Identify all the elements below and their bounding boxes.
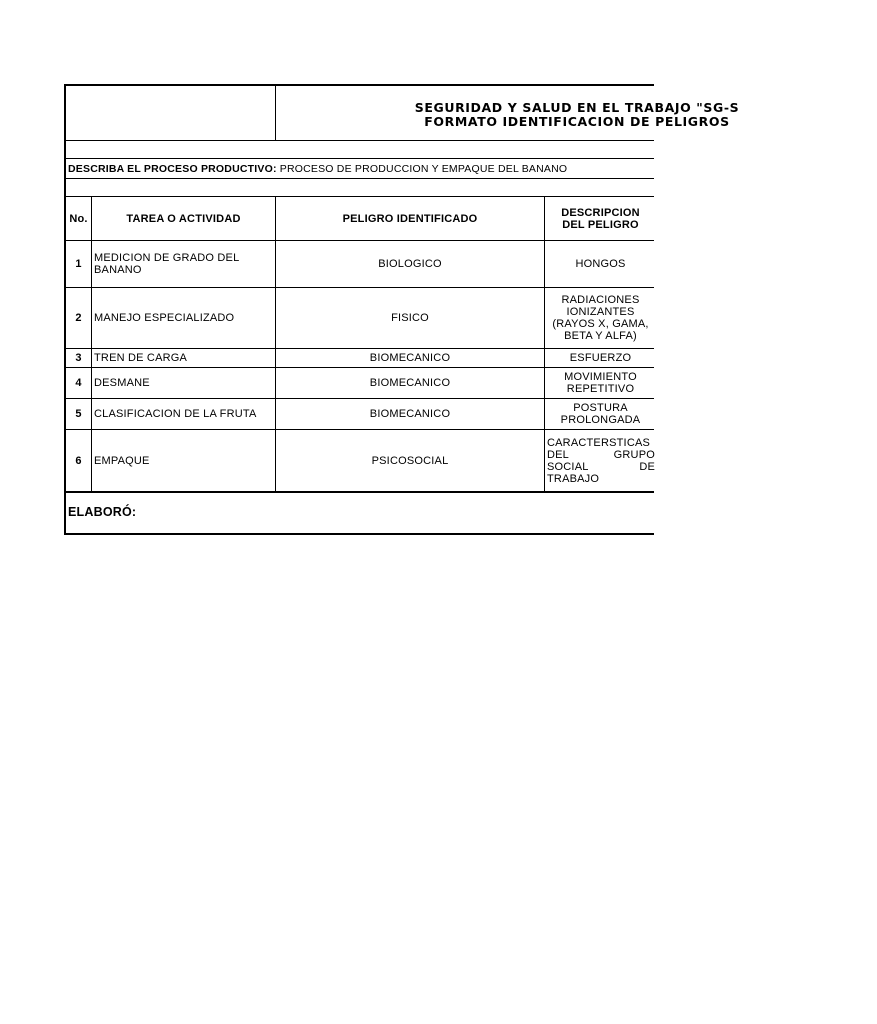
row-1-no: 1 (75, 258, 82, 270)
column-header-task: TAREA O ACTIVIDAD (126, 212, 241, 225)
form-title-line-1: SEGURIDAD Y SALUD EN EL TRABAJO "SG-S (414, 100, 740, 115)
row-5-task: CLASIFICACION DE LA FRUTA (94, 408, 257, 420)
column-header-description: DESCRIPCION DEL PELIGRO (561, 206, 640, 231)
row-3-hazard: BIOMECANICO (369, 352, 451, 364)
row-5-no: 5 (75, 408, 82, 420)
row-6-no: 6 (75, 454, 82, 467)
column-header-no: No. (69, 212, 88, 225)
row-4-task: DESMANE (94, 377, 150, 389)
row-4-no: 4 (75, 377, 82, 389)
column-header-hazard: PELIGRO IDENTIFICADO (342, 212, 478, 225)
process-value: PROCESO DE PRODUCCION Y EMPAQUE DEL BANANO (279, 162, 568, 175)
row-6-description: CARACTERSTICAS DEL GRUPO SOCIAL DE TRABAJO (547, 436, 655, 485)
form-title-line-2: FORMATO IDENTIFICACION DE PELIGROS (424, 114, 730, 129)
row-6-task: EMPAQUE (94, 454, 150, 467)
row-3-description: ESFUERZO (569, 352, 632, 364)
elaboro-label: ELABORÓ: (68, 505, 137, 519)
process-label: DESCRIBA EL PROCESO PRODUCTIVO: (68, 162, 277, 175)
row-5-hazard: BIOMECANICO (369, 408, 451, 420)
row-1-task: MEDICION DE GRADO DEL BANANO (94, 252, 239, 276)
row-5-description: POSTURA PROLONGADA (560, 402, 641, 426)
row-3-task: TREN DE CARGA (94, 352, 188, 364)
row-4-description: MOVIMIENTO REPETITIVO (564, 371, 637, 395)
row-1-hazard: BIOLOGICO (378, 258, 442, 270)
hazard-identification-form (64, 84, 740, 535)
row-3-no: 3 (75, 352, 82, 364)
row-4-hazard: BIOMECANICO (369, 377, 451, 389)
row-6-hazard: PSICOSOCIAL (371, 454, 449, 467)
row-1-description: HONGOS (575, 258, 626, 270)
row-2-description: RADIACIONES IONIZANTES (RAYOS X, GAMA, BETA Y ALFA) (552, 294, 649, 342)
row-2-task: MANEJO ESPECIALIZADO (94, 312, 235, 324)
process-row (66, 159, 656, 178)
row-2-no: 2 (75, 312, 82, 324)
row-2-hazard: FISICO (391, 312, 429, 324)
